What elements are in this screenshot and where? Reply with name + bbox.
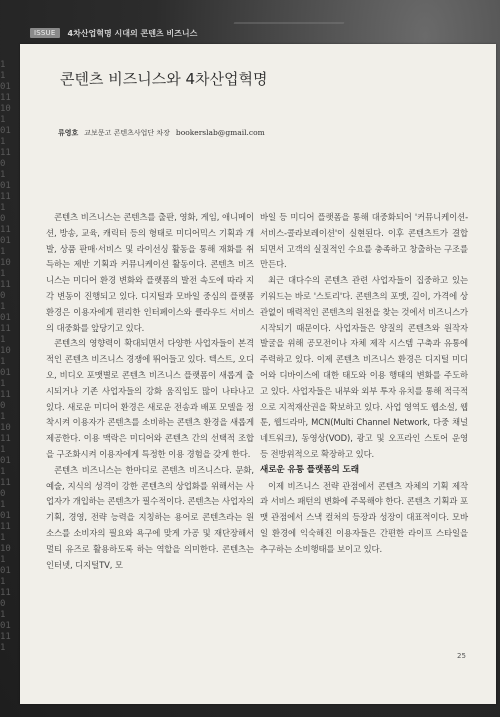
- author-line: [58, 128, 265, 138]
- body-paragraph: 최근 대다수의 콘텐츠 관련 사업자들이 집중하고 있는 키워드는 바로 '스토리'다. 콘텐츠의 포맷, 길이, 가격에 상관없이 매력적인 콘텐츠의 원천을 찾는 것에서 비즈니스가 시작되기 때문이다. 사업자들은 양질의 콘텐츠와 원작자 발굴을 위해 공모전이나 자체 제작 시스템 구축과 유통에 주력하고 있다. 이제 콘텐츠 비즈니스 환경은 디지털 미디어와 디바이스에 대한 태도와 이용 행태의 변화를 주도하고 있다. 사업자들은 내부와 외부 투자 유치를 통해 적극적으로 지적재산권을 확보하고 있다. 사업 영역도 웹소설, 웹툰, 웹드라마, MCN(Multi Channel Network, 다중 채널 네트워크), 동영상(VOD), 광고 및 오프라인 스토어 운영 등 전방위적으로 확장하고 있다.: [260, 275, 468, 459]
- author-affiliation: 교보문고 콘텐츠사업단 차장: [84, 129, 170, 137]
- body-paragraph: 콘텐츠 비즈니스는 한마디로 콘텐츠 비즈니스다. 문화, 예술, 지식의 성격이 강한 콘텐츠의 상업화를 위해서는 사업자가 개입하는 콘텐츠가 필수적이다. 콘텐츠는 사업자의 기획, 경영, 전략 능력을 지칭하는 용어로 콘텐츠라는 원 소스를 소비자의 필요와 욕구에 맞게 가공 및 재단장해서 멀티 유즈로 활용하도록 하는 역할을 의미한다. 콘텐츠는 인터넷, 디지털TV, 모: [46, 464, 254, 570]
- body-paragraph: 콘텐츠 비즈니스는 콘텐츠를 출판, 영화, 게임, 애니메이션, 방송, 교육, 캐릭터 등의 형태로 미디어믹스 기획과 개발, 상품 판매·서비스 및 라이선싱 활동을 통해 재화를 취득하는 제반 기획과 커뮤니케이션 활동이다. 콘텐츠 비즈니스는 미디어 환경 변화와 플랫폼의 발전 속도에 따라 지각 변동이 진행되고 있다. 디지털과 모바일 중심의 플랫폼 환경은 이용자에게 편리한 인터페이스와 클라우드 서비스의 대중화를 앞당기고 있다.: [46, 212, 254, 333]
- header-title: 4차산업혁명 시대의 콘텐츠 비즈니스: [67, 28, 198, 38]
- body-paragraph: 이제 비즈니스 전략 관점에서 콘텐츠 자체의 기획 제작과 서비스 패턴의 변화에 주목해야 한다. 콘텐츠 기획과 포맷 관점에서 스낵 컬처의 등장과 성장이 대표적이다. 모바일 환경에 익숙해진 이용자들은 간편한 라이프 스타일을 추구하는 소비행태를 보이고 있다.: [260, 480, 468, 554]
- section-subheading: 새로운 유통 플랫폼의 도래: [260, 464, 359, 475]
- left-column: [46, 210, 254, 573]
- scribble-decoration: [226, 22, 345, 46]
- body-paragraph: 콘텐츠의 영향력이 확대되면서 다양한 사업자들이 본격적인 콘텐츠 비즈니스 경쟁에 뛰어들고 있다. 텍스트, 오디오, 비디오 포맷별로 콘텐츠 비즈니스 플랫폼이 새롭게 출시되거나 기존 사업자들의 강화 움직임도 많이 나타나고 있다. 새로운 미디어 환경은 새로운 전송과 배포 모델을 정착시켜 이용자가 콘텐츠를 소비하는 콘텐츠 환경을 새롭게 제공한다. 이용 맥락은 미디어와 콘텐츠 간의 선택적 조합을 구조화시켜 이용자에게 특정한 이용 경험을 갖게 한다.: [46, 338, 254, 459]
- author-name: 류영호: [58, 129, 79, 137]
- article-title: 콘텐츠 비즈니스와 4차산업혁명: [60, 70, 268, 88]
- binary-code-decoration: 1 1 01 11 10 1 01 1 11 0 1 01 11 1 0 11 01 1 10 1 11 0 1 01 11 1 10 1 01 1 11 0 1 10 11 1 01 1 11 0 1 01 11 1 10 1 01 1 11 0 1 01 11 1: [0, 60, 11, 653]
- page-number: 25: [457, 652, 466, 660]
- right-column: [260, 210, 468, 558]
- header-strip: [30, 26, 197, 40]
- section-tag: ISSUE: [30, 28, 60, 38]
- body-paragraph: 바일 등 미디어 플랫폼을 통해 대중화되어 '커뮤니케이션-서비스-콜라보레이션'이 실현된다. 이후 콘텐츠트가 결합되면서 고객의 실질적인 수요를 충족하고 창출하는 구조를 만든다.: [260, 212, 468, 270]
- author-email: bookerslab@gmail.com: [175, 128, 265, 137]
- article-paper: [20, 44, 496, 704]
